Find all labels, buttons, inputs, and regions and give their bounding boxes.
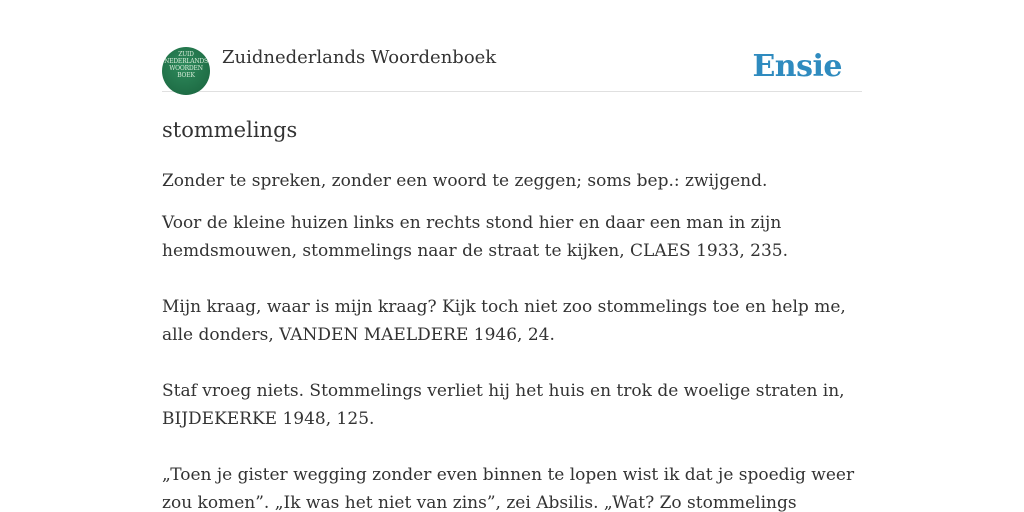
logo-text (162, 51, 210, 79)
entry-example: Voor de kleine huizen links en rechts stond hier en daar een man in zijn hemdsmouwen, stommelings naar de straat te kijken, CLAES 1933, 235. (162, 213, 788, 261)
entry-headword: stommelings (162, 118, 298, 142)
logo-line: ZUID (178, 51, 194, 58)
dictionary-name-link[interactable]: Zuidnederlands Woordenboek (222, 47, 497, 68)
site-header (162, 46, 862, 92)
entry-example: „Toen je gister wegging zonder even binnen te lopen wist ik dat je spoedig weer zou komen”. „Ik was het niet van zins”, zei Absilis. „Wat? Zo stommelings (162, 465, 855, 512)
entry-content (162, 112, 862, 512)
entry-definition: Zonder te spreken, zonder een woord te zeggen; soms bep.: zwijgend. (162, 171, 768, 191)
logo-line: WOORDEN (169, 65, 203, 72)
dictionary-logo[interactable] (162, 47, 210, 95)
entry-example: Mijn kraag, waar is mijn kraag? Kijk toch niet zoo stommelings toe en help me, alle donders, VANDEN MAELDERE 1946, 24. (162, 297, 846, 345)
logo-line: BOEK (177, 72, 195, 79)
entry-example: Staf vroeg niets. Stommelings verliet hij het huis en trok de woelige straten in, BIJDEKERKE 1948, 125. (162, 381, 845, 429)
ensie-brand-logo[interactable]: Ensie (752, 49, 842, 84)
logo-line: NEDERLANDS (164, 58, 208, 65)
